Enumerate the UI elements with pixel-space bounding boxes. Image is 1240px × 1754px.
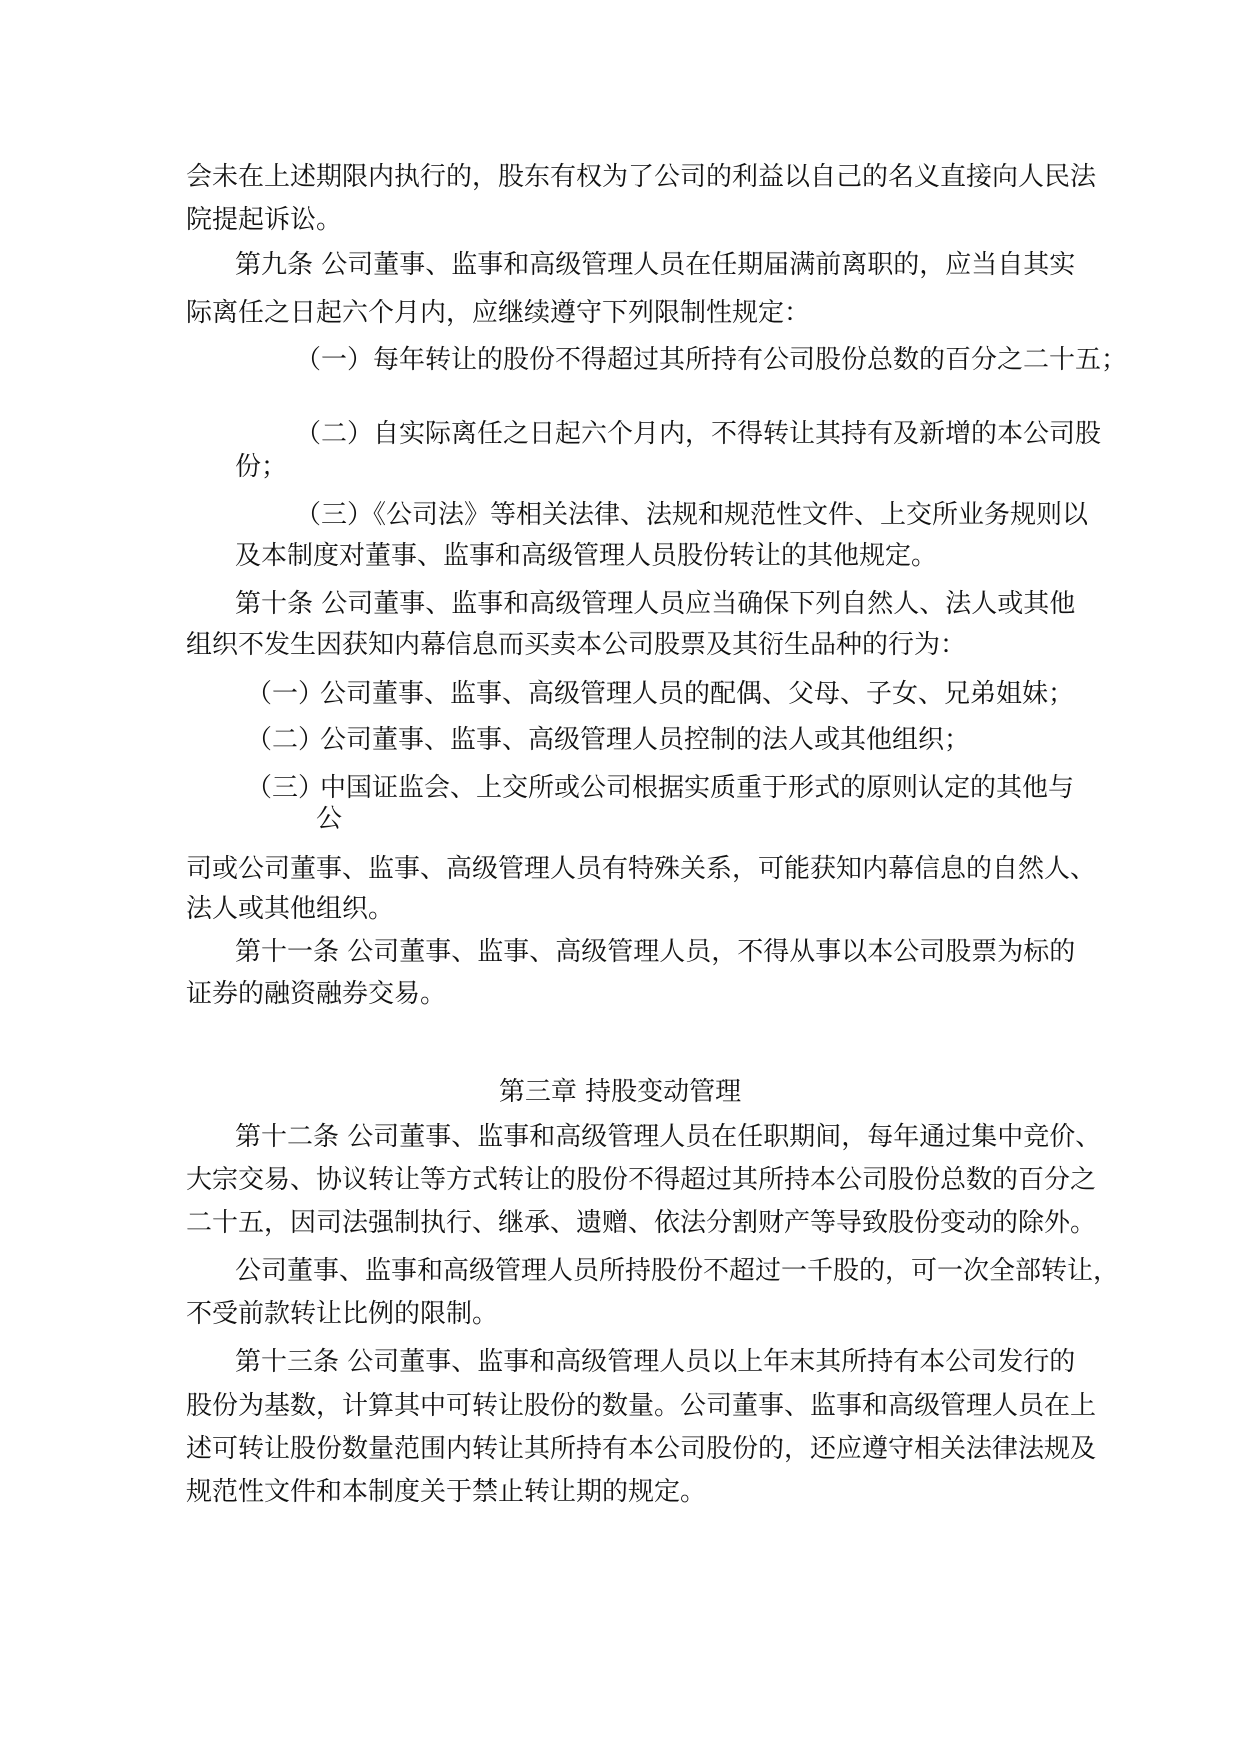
text-line: 大宗交易、协议转让等方式转让的股份不得超过其所持本公司股份总数的百分之 — [186, 1165, 1097, 1195]
text-line: 公 — [316, 804, 343, 834]
text-line: 股份为基数，计算其中可转让股份的数量。公司董事、监事和高级管理人员在上 — [186, 1391, 1097, 1421]
list-item: （三）《公司法》等相关法律、法规和规范性文件、上交所业务规则以 — [295, 500, 1089, 530]
list-item: 中国证监会、上交所或公司根据实质重于形式的原则认定的其他与 — [320, 773, 1075, 803]
article-12-heading: 第十二条 公司董事、监事和高级管理人员在任职期间，每年通过集中竞价、 — [235, 1122, 1102, 1152]
text-line: 际离任之日起六个月内，应继续遵守下列限制性规定： — [186, 298, 811, 328]
list-item: 公司董事、监事、高级管理人员的配偶、父母、子女、兄弟姐妹； — [320, 679, 1075, 709]
list-item: （一）每年转让的股份不得超过其所持有公司股份总数的百分之二十五； — [295, 345, 1128, 375]
text-line: 会未在上述期限内执行的，股东有权为了公司的利益以自己的名义直接向人民法 — [186, 162, 1097, 192]
text-line: 及本制度对董事、监事和高级管理人员股份转让的其他规定。 — [235, 541, 938, 571]
text-line: 院提起诉讼。 — [186, 205, 343, 235]
list-marker: （一） — [246, 679, 325, 709]
chapter-title: 第三章 持股变动管理 — [498, 1077, 742, 1107]
text-line: 法人或其他组织。 — [186, 894, 395, 924]
list-item: 公司董事、监事、高级管理人员控制的法人或其他组织； — [320, 725, 971, 755]
article-10-heading: 第十条 公司董事、监事和高级管理人员应当确保下列自然人、法人或其他 — [235, 589, 1076, 619]
text-line: 证券的融资融券交易。 — [186, 979, 447, 1009]
text-line: 公司董事、监事和高级管理人员所持股份不超过一千股的，可一次全部转让， — [235, 1256, 1120, 1286]
article-9-heading: 第九条 公司董事、监事和高级管理人员在任期届满前离职的，应当自其实 — [235, 250, 1076, 280]
list-marker: （二） — [246, 725, 325, 755]
text-line: 份； — [235, 452, 288, 482]
article-13-heading: 第十三条 公司董事、监事和高级管理人员以上年末其所持有本公司发行的 — [235, 1347, 1076, 1377]
text-line: 规范性文件和本制度关于禁止转让期的规定。 — [186, 1477, 707, 1507]
text-line: 组织不发生因获知内幕信息而买卖本公司股票及其衍生品种的行为： — [186, 630, 967, 660]
text-line: 不受前款转让比例的限制。 — [186, 1299, 499, 1329]
text-line: 二十五，因司法强制执行、继承、遗赠、依法分割财产等导致股份变动的除外。 — [186, 1208, 1097, 1238]
text-line: 司或公司董事、监事、高级管理人员有特殊关系，可能获知内幕信息的自然人、 — [186, 854, 1097, 884]
list-marker: （三） — [246, 773, 325, 803]
list-item: （二）自实际离任之日起六个月内，不得转让其持有及新增的本公司股 — [295, 419, 1102, 449]
text-line: 述可转让股份数量范围内转让其所持有本公司股份的，还应遵守相关法律法规及 — [186, 1434, 1097, 1464]
article-11-heading: 第十一条 公司董事、监事、高级管理人员，不得从事以本公司股票为标的 — [235, 937, 1076, 967]
